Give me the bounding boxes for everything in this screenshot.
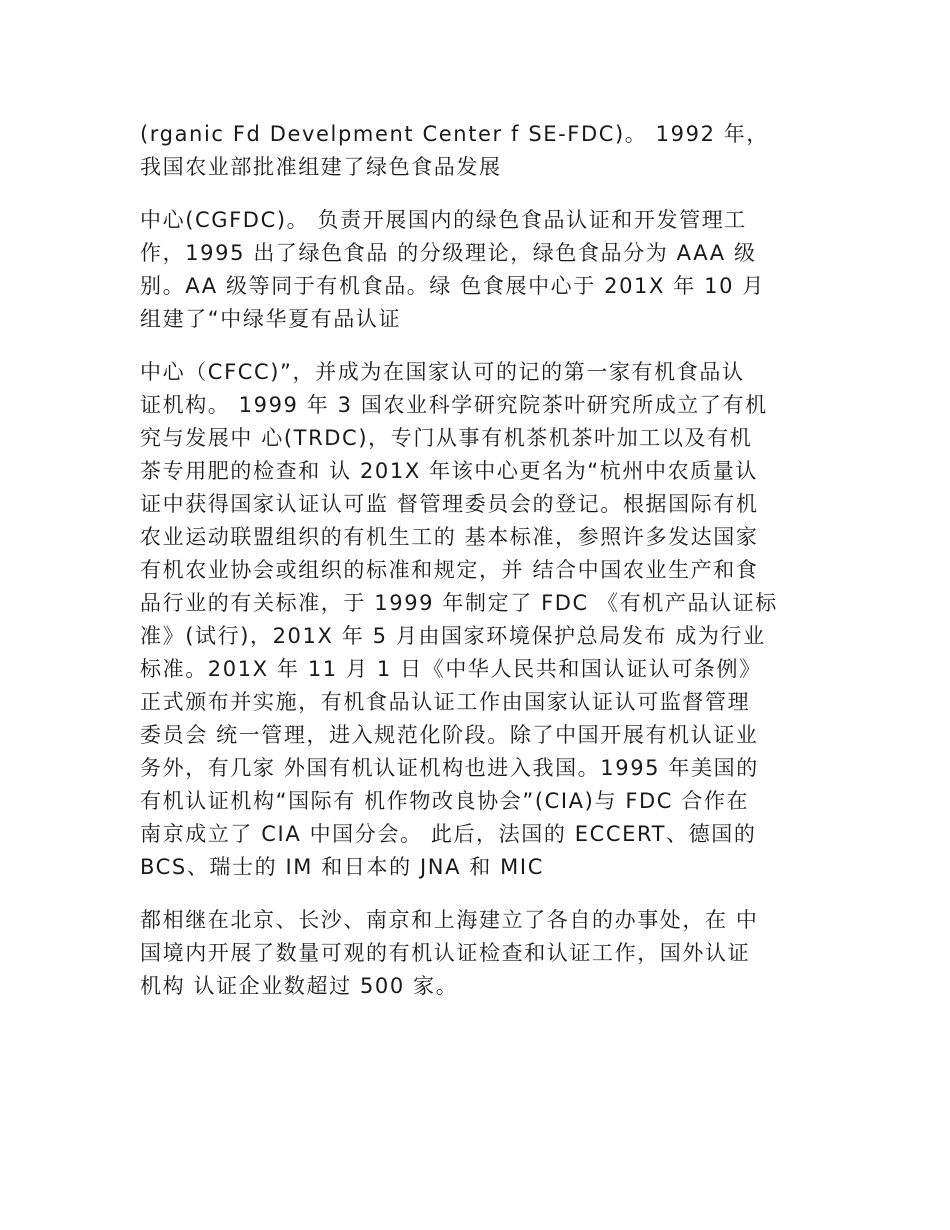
- text-line: 正式颁布并实施，有机食品认证工作由国家认证认可监督管理: [140, 690, 751, 714]
- text-line: 中心（CFCC)”，并成为在国家认可的记的第一家有机食品认: [140, 360, 745, 384]
- text-line: 都相继在北京、长沙、南京和上海建立了各自的办事处，在 中: [140, 908, 759, 932]
- text-line: 农业运动联盟组织的有机生工的 基本标准，参照许多发达国家: [140, 525, 759, 549]
- text-line: 中心(CGFDC)。 负责开展国内的绿色食品认证和开发管理工: [140, 208, 747, 232]
- text-line: 准》(试行)，201X 年 5 月由国家环境保护总局发布 成为行业: [140, 624, 766, 648]
- text-line: 证机构。 1999 年 3 国农业科学研究院茶叶研究所成立了有机: [140, 393, 768, 417]
- paragraph-2: [140, 204, 820, 336]
- paragraph-1: [140, 118, 820, 184]
- text-line: 作，1995 出了绿色食品 的分级理论，绿色食品分为 AAA 级: [140, 241, 757, 265]
- paragraph-4: [140, 904, 820, 1003]
- text-line: 委员会 统一管理，进入规范化阶段。除了中国开展有机认证业: [140, 723, 759, 747]
- text-line: 我国农业部批准组建了绿色食品发展: [140, 155, 502, 179]
- text-line: 务外，有几家 外国有机认证机构也进入我国。1995 年美国的: [140, 756, 759, 780]
- text-line: 组建了“中绿华夏有品认证: [140, 307, 402, 331]
- paragraph-3: [140, 356, 820, 884]
- text-line: (rganic Fd Develpment Center f SE-FDC)。 1992 年，: [140, 122, 770, 146]
- document-body: [140, 118, 820, 1023]
- text-line: 有机认证机构“国际有 机作物改良协会”(CIA)与 FDC 合作在: [140, 789, 750, 813]
- text-line: 标准。201X 年 11 月 1 日《中华人民共和国认证认可条例》: [140, 657, 762, 681]
- text-line: 别。AA 级等同于有机食品。绿 色食展中心于 201X 年 10 月: [140, 274, 765, 298]
- text-line: 有机农业协会或组织的标准和规定，并 结合中国农业生产和食: [140, 558, 759, 582]
- text-line: 机构 认证企业数超过 500 家。: [140, 974, 459, 998]
- text-line: 品行业的有关标准，于 1999 年制定了 FDC 《有机产品认证标: [140, 591, 778, 615]
- text-line: 证中获得国家认证认可监 督管理委员会的登记。根据国际有机: [140, 492, 759, 516]
- text-line: BCS、瑞士的 IM 和日本的 JNA 和 MIC: [140, 855, 544, 879]
- text-line: 国境内开展了数量可观的有机认证检查和认证工作，国外认证: [140, 941, 751, 965]
- text-line: 南京成立了 CIA 中国分会。 此后，法国的 ECCERT、德国的: [140, 822, 757, 846]
- text-line: 究与发展中 心(TRDC)，专门从事有机茶机茶叶加工以及有机: [140, 426, 753, 450]
- text-line: 茶专用肥的检查和 认 201X 年该中心更名为“杭州中农质量认: [140, 459, 758, 483]
